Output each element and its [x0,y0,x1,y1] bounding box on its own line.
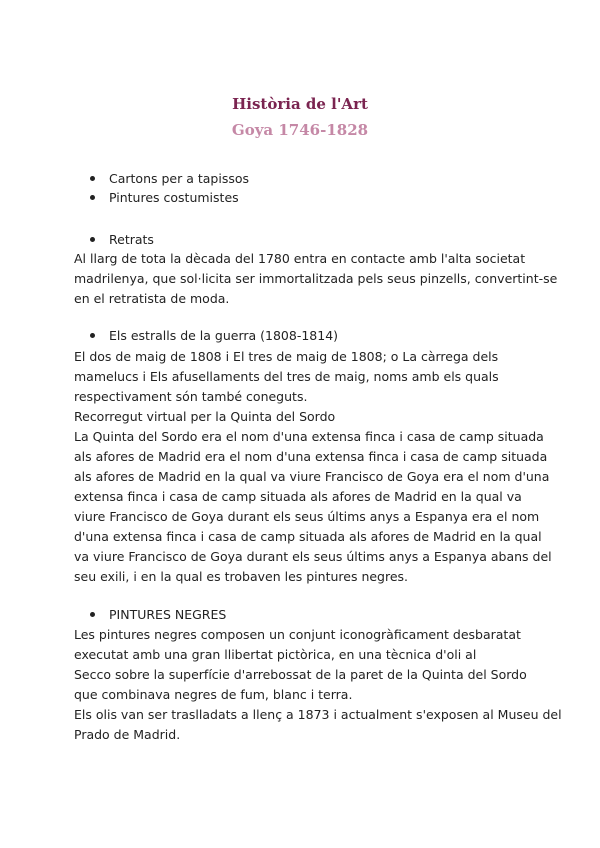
bullet-dot-icon [90,612,95,617]
document-title: Història de l'Art [232,95,368,113]
text-line: als afores de Madrid en la qual va viure Francisco de Goya era el nom d'una [74,469,550,484]
text-line: respectivament són també coneguts. [74,389,308,404]
text-line: viure Francisco de Goya durant els seus últims anys a Espanya era el nom [74,509,540,524]
bullet-text: Els estralls de la guerra (1808-1814) [109,328,339,343]
text-line: Recorregut virtual per la Quinta del Sordo [74,409,336,424]
text-line: Els olis van ser traslladats a llenç a 1873 i actualment s'exposen al Museu del [74,707,562,722]
bullet-dot-icon [90,195,95,200]
text-line: que combinava negres de fum, blanc i terra. [74,687,353,702]
text-line: madrilenya, que sol·licita ser immortalitzada pels seus pinzells, convertint-se [74,271,558,286]
bullet-item-pintures-negres [90,606,226,624]
text-line: va viure Francisco de Goya durant els seus últims anys a Espanya abans del [74,549,552,564]
text-line: en el retratista de moda. [74,291,230,306]
text-line: d'una extensa finca i casa de camp situada als afores de Madrid en la qual [74,529,542,544]
bullet-item-cartons [90,170,249,188]
text-line: als afores de Madrid era el nom d'una extensa finca i casa de camp situada [74,449,548,464]
text-line: Les pintures negres composen un conjunt iconogràficament desbaratat [74,627,521,642]
text-line: Secco sobre la superfície d'arrebossat de la paret de la Quinta del Sordo [74,667,527,682]
document-subtitle: Goya 1746-1828 [231,121,369,139]
bullet-text: PINTURES NEGRES [109,607,227,622]
paragraph-guerra [74,347,552,587]
bullet-text: Retrats [109,232,154,247]
paragraph-pintures-negres [74,625,562,745]
text-line: El dos de maig de 1808 i El tres de maig de 1808; o La càrrega dels [74,349,499,364]
text-line: seu exili, i en la qual es trobaven les pintures negres. [74,569,409,584]
bullet-dot-icon [90,237,95,242]
bullet-item-guerra [90,327,338,345]
text-line: La Quinta del Sordo era el nom d'una extensa finca i casa de camp situada [74,429,544,444]
bullet-item-costumistes [90,189,239,207]
bullet-item-retrats [90,231,154,249]
bullet-dot-icon [90,176,95,181]
bullet-text: Pintures costumistes [109,190,239,205]
text-line: extensa finca i casa de camp situada als afores de Madrid en la qual va [74,489,522,504]
text-line: mamelucs i Els afusellaments del tres de maig, noms amb els quals [74,369,499,384]
text-line: executat amb una gran llibertat pictòrica, en una tècnica d'oli al [74,647,477,662]
paragraph-retrats [74,249,558,309]
bullet-text: Cartons per a tapissos [109,171,250,186]
text-line: Al llarg de tota la dècada del 1780 entra en contacte amb l'alta societat [74,251,526,266]
bullet-dot-icon [90,333,95,338]
text-line: Prado de Madrid. [74,727,181,742]
